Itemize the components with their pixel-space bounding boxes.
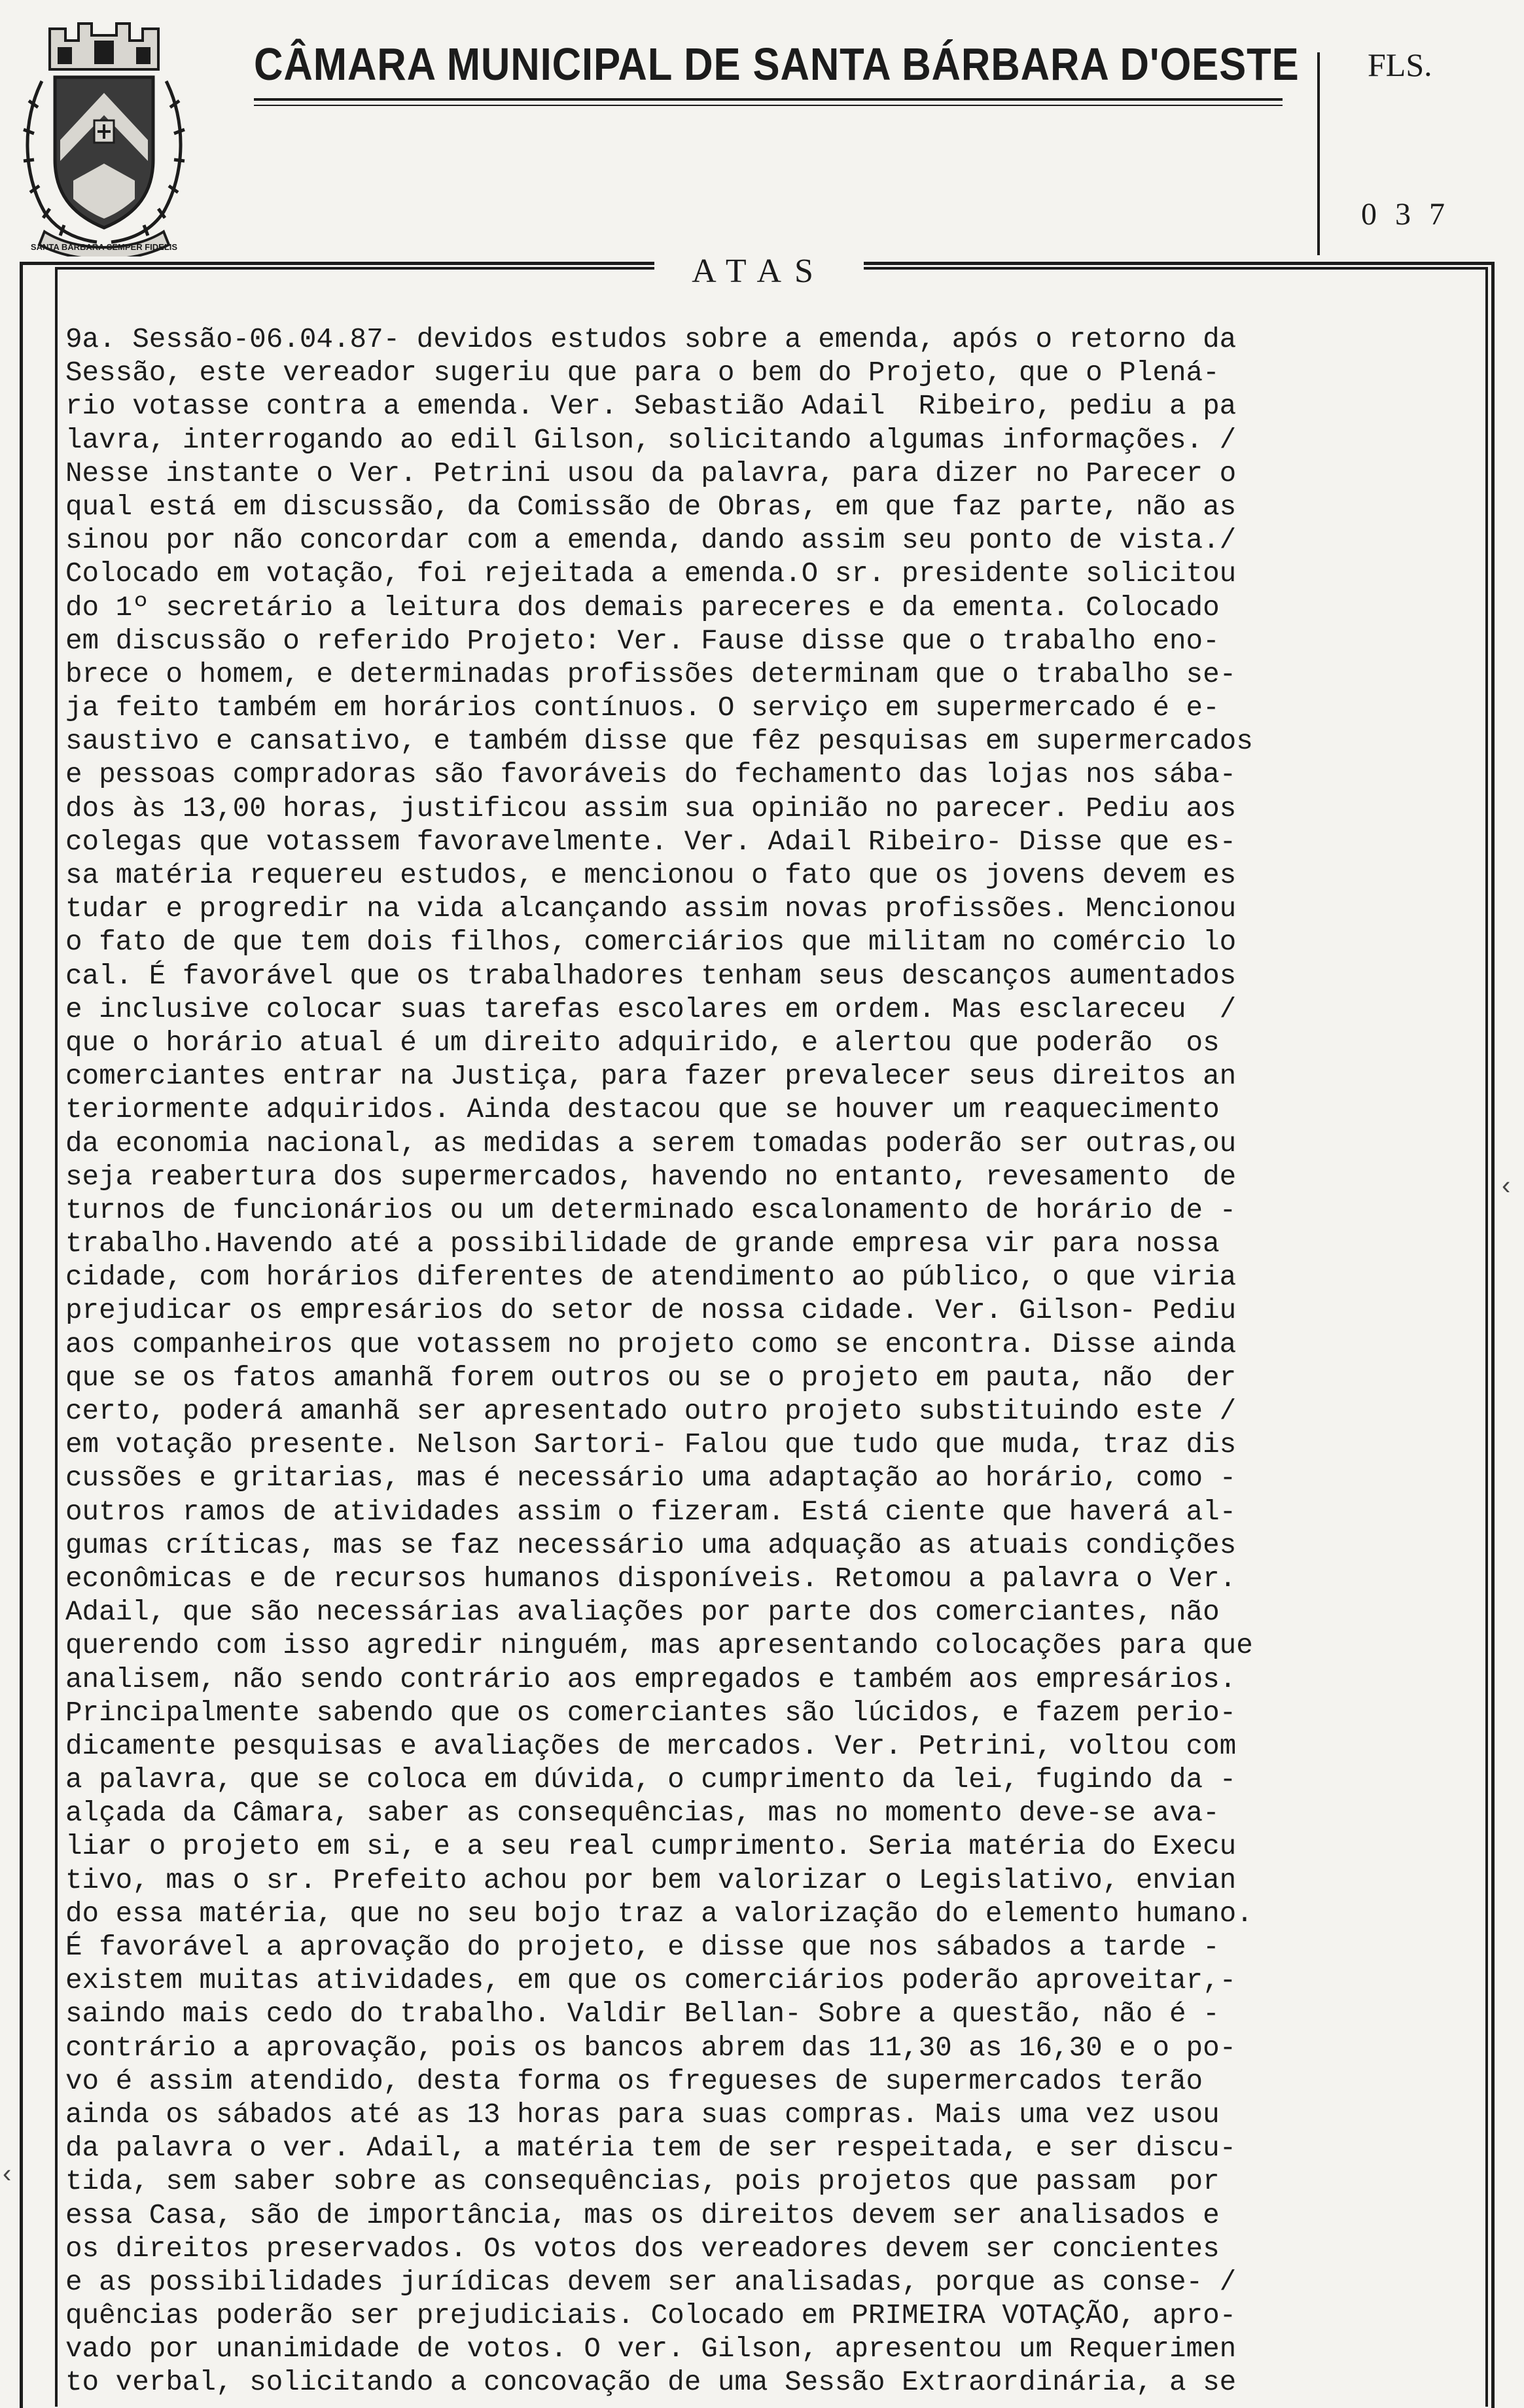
text-line: ja feito também em horários contínuos. O serviço em supermercado é e- — [65, 692, 1220, 724]
page-number: 037 — [1361, 197, 1463, 232]
text-line: gumas críticas, mas se faz necessário uma adquação as atuais condições — [65, 1529, 1237, 1561]
text-line: do essa matéria, que no seu bojo traz a valorização do elemento humano. — [65, 1898, 1253, 1930]
text-line: a palavra, que se coloca em dúvida, o cumprimento da lei, fugindo da - — [65, 1764, 1237, 1796]
text-line: É favorável a aprovação do projeto, e disse que nos sábados a tarde - — [65, 1932, 1220, 1963]
crest-motto: SANTA BARBARA SEMPER FIDELIS — [30, 242, 178, 252]
municipal-crest — [18, 9, 190, 257]
text-line: da palavra o ver. Adail, a matéria tem de ser respeitada, e ser discu- — [65, 2133, 1237, 2165]
text-line: em votação presente. Nelson Sartori- Falou que tudo que muda, traz dis — [65, 1429, 1237, 1461]
text-line: tudar e progredir na vida alcançando assim novas profissões. Mencionou — [65, 893, 1237, 925]
text-line: Principalmente sabendo que os comerciantes são lúcidos, e fazem perio- — [65, 1697, 1237, 1729]
text-line: seja reabertura dos supermercados, havendo no entanto, revesamento de — [65, 1161, 1237, 1193]
text-line: que se os fatos amanhã forem outros ou se o projeto em pauta, não der — [65, 1362, 1237, 1394]
text-line: e inclusive colocar suas tarefas escolares em ordem. Mas esclareceu / — [65, 993, 1237, 1025]
fls-label: FLS. — [1368, 46, 1432, 83]
text-line: que o horário atual é um direito adquirido, e alertou que poderão os — [65, 1027, 1220, 1059]
title-underline — [254, 98, 1283, 101]
text-line: 9a. Sessão-06.04.87- devidos estudos sobre a emenda, após o retorno da — [65, 324, 1237, 355]
text-line: prejudicar os empresários do setor de nossa cidade. Ver. Gilson- Pediu — [65, 1295, 1237, 1327]
text-line: Nesse instante o Ver. Petrini usou da palavra, para dizer no Parecer o — [65, 457, 1237, 489]
text-line: cidade, com horários diferentes de atendimento ao público, o que viria — [65, 1262, 1237, 1294]
section-title: ATAS — [654, 252, 864, 291]
text-line: da economia nacional, as medidas a serem tomadas poderão ser outras,ou — [65, 1127, 1237, 1160]
text-line: outros ramos de atividades assim o fizeram. Está ciente que haverá al- — [65, 1496, 1237, 1528]
text-line: ainda os sábados até as 13 horas para suas compras. Mais uma vez usou — [65, 2098, 1220, 2131]
page-title: CÂMARA MUNICIPAL DE SANTA BÁRBARA D'OESTE — [254, 39, 1300, 90]
text-line: vo é assim atendido, desta forma os fregueses de supermercados terão — [65, 2065, 1203, 2097]
text-line: Sessão, este vereador sugeriu que para o bem do Projeto, que o Plená- — [65, 357, 1220, 389]
text-line: cal. É favorável que os trabalhadores tenham seus descanços aumentados — [65, 960, 1237, 992]
text-line: teriormente adquiridos. Ainda destacou que se houver um reaquecimento — [65, 1094, 1220, 1126]
header-divider — [1317, 52, 1320, 255]
minutes-body — [65, 323, 1472, 2400]
text-line: sa matéria requereu estudos, e mencionou o fato que os jovens devem es — [65, 860, 1237, 891]
text-line: e pessoas compradoras são favoráveis do fechamento das lojas nos sába- — [65, 759, 1237, 791]
text-line: existem muitas atividades, em que os comerciários poderão aproveitar,- — [65, 1965, 1237, 1997]
text-line: dos às 13,00 horas, justificou assim sua opinião no parecer. Pediu aos — [65, 792, 1237, 824]
text-line: liar o projeto em si, e a seu real cumprimento. Seria matéria do Execu — [65, 1831, 1237, 1863]
text-line: aos companheiros que votassem no projeto como se encontra. Disse ainda — [65, 1328, 1237, 1360]
text-line: quências poderão ser prejudiciais. Colocado em PRIMEIRA VOTAÇÃO, apro- — [65, 2300, 1237, 2332]
text-line: analisem, não sendo contrário aos empregados e também aos empresários. — [65, 1663, 1237, 1695]
text-line: vado por unanimidade de votos. O ver. Gilson, apresentou um Requerimen — [65, 2333, 1237, 2365]
title-underline-thin — [254, 105, 1283, 106]
text-line: do 1º secretário a leitura dos demais pareceres e da ementa. Colocado — [65, 592, 1220, 624]
text-line: querendo com isso agredir ninguém, mas apresentando colocações para que — [65, 1630, 1253, 1662]
margin-mark: ‹ — [1502, 1171, 1511, 1200]
text-line: certo, poderá amanhã ser apresentado outro projeto substituindo este / — [65, 1396, 1237, 1427]
text-line: saustivo e cansativo, e também disse que fêz pesquisas em supermercados — [65, 726, 1253, 758]
text-line: trabalho.Havendo até a possibilidade de grande empresa vir para nossa — [65, 1228, 1220, 1260]
text-line: o fato de que tem dois filhos, comerciários que militam no comércio lo — [65, 927, 1237, 959]
text-line: turnos de funcionários ou um determinado escalonamento de horário de - — [65, 1194, 1237, 1226]
text-line: brece o homem, e determinadas profissões determinam que o trabalho se- — [65, 658, 1237, 690]
text-line: to verbal, solicitando a concovação de uma Sessão Extraordinária, a se — [65, 2367, 1237, 2399]
text-line: lavra, interrogando ao edil Gilson, solicitando algumas informações. / — [65, 424, 1237, 456]
text-line: sinou por não concordar com a emenda, dando assim seu ponto de vista./ — [65, 525, 1237, 557]
text-line: comerciantes entrar na Justiça, para fazer prevalecer seus direitos an — [65, 1061, 1237, 1093]
text-line: Colocado em votação, foi rejeitada a emenda.O sr. presidente solicitou — [65, 558, 1237, 590]
text-line: rio votasse contra a emenda. Ver. Sebastião Adail Ribeiro, pediu a pa — [65, 391, 1237, 423]
text-line: tida, sem saber sobre as consequências, pois projetos que passam por — [65, 2166, 1220, 2198]
text-line: essa Casa, são de importância, mas os direitos devem ser analisados e — [65, 2199, 1220, 2231]
text-line: Adail, que são necessárias avaliações por parte dos comerciantes, não — [65, 1597, 1220, 1629]
text-line: em discussão o referido Projeto: Ver. Fause disse que o trabalho eno- — [65, 625, 1220, 657]
text-line: cussões e gritarias, mas é necessário uma adaptação ao horário, como - — [65, 1462, 1237, 1495]
text-line: dicamente pesquisas e avaliações de mercados. Ver. Petrini, voltou com — [65, 1730, 1237, 1762]
text-line: tivo, mas o sr. Prefeito achou por bem valorizar o Legislativo, envian — [65, 1864, 1237, 1896]
text-line: os direitos preservados. Os votos dos vereadores devem ser concientes — [65, 2233, 1220, 2265]
margin-mark: ‹ — [3, 2159, 12, 2188]
text-line: alçada da Câmara, saber as consequências, mas no momento deve-se ava- — [65, 1797, 1220, 1830]
text-line: econômicas e de recursos humanos disponíveis. Retomou a palavra o Ver. — [65, 1563, 1237, 1595]
text-line: qual está em discussão, da Comissão de Obras, em que faz parte, não as — [65, 491, 1237, 523]
text-line: contrário a aprovação, pois os bancos abrem das 11,30 as 16,30 e o po- — [65, 2032, 1237, 2064]
text-line: saindo mais cedo do trabalho. Valdir Bellan- Sobre a questão, não é - — [65, 1998, 1220, 2030]
text-line: e as possibilidades jurídicas devem ser analisadas, porque as conse- / — [65, 2266, 1237, 2298]
text-line: colegas que votassem favoravelmente. Ver. Adail Ribeiro- Disse que es- — [65, 826, 1237, 858]
